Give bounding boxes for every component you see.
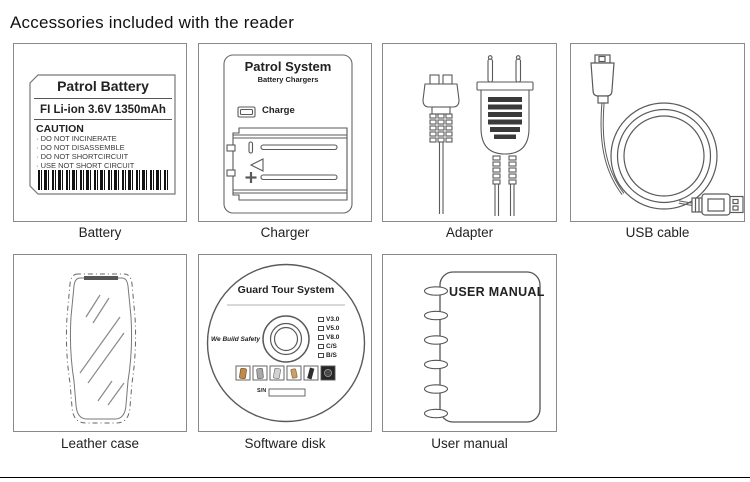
accessory-box-adapter xyxy=(382,43,557,222)
checkbox-icon xyxy=(318,344,324,350)
accessory-label-software-disk: Software disk xyxy=(244,436,326,451)
disk-version-label: V3.0 xyxy=(326,316,340,323)
battery-caution-line: · DO NOT DISASSEMBLE xyxy=(36,143,134,152)
accessory-label-charger: Charger xyxy=(260,225,310,240)
charger-title: Patrol System xyxy=(244,59,332,74)
accessory-box-usb-cable xyxy=(570,43,745,222)
manual-title: USER MANUAL xyxy=(449,285,545,299)
disk-version-label: V5.0 xyxy=(326,325,340,332)
adapter-illustration xyxy=(383,44,558,223)
battery-caution-title: CAUTION xyxy=(36,123,84,135)
software-disk-illustration xyxy=(199,255,373,433)
disk-version-label: B/S xyxy=(326,352,337,359)
disk-sn-label: S/N xyxy=(257,388,267,394)
checkbox-icon xyxy=(318,353,324,359)
accessory-box-software-disk xyxy=(198,254,372,432)
accessory-label-adapter: Adapter xyxy=(445,225,494,240)
disk-version-list xyxy=(318,315,339,360)
disk-version-row xyxy=(318,324,339,333)
disk-version-row xyxy=(318,333,339,342)
page-title: Accessories included with the reader xyxy=(10,13,295,32)
battery-caution-line: · DO NOT SHORTCIRCUIT xyxy=(36,152,134,161)
accessory-box-battery xyxy=(13,43,187,222)
disk-version-label: C/S xyxy=(326,343,337,350)
battery-caution-list xyxy=(36,134,134,170)
disk-title: Guard Tour System xyxy=(237,284,335,296)
disk-version-label: V8.0 xyxy=(326,334,340,341)
charger-subtitle: Battery Chargers xyxy=(257,75,319,84)
accessory-label-battery: Battery xyxy=(78,225,122,240)
user-manual-illustration xyxy=(383,255,558,433)
accessory-label-user-manual: User manual xyxy=(431,436,508,451)
disk-version-row xyxy=(318,342,339,351)
checkbox-icon xyxy=(318,335,324,341)
disk-version-row xyxy=(318,315,339,324)
accessory-label-leather-case: Leather case xyxy=(60,436,140,451)
checkbox-icon xyxy=(318,317,324,323)
battery-caution-line: · USE NOT SHORT CIRCUIT xyxy=(36,161,134,170)
checkbox-icon xyxy=(318,326,324,332)
accessory-box-user-manual xyxy=(382,254,557,432)
leather-case-illustration xyxy=(14,255,188,433)
disk-version-row xyxy=(318,351,339,360)
battery-plate-title: Patrol Battery xyxy=(34,78,172,99)
usb-cable-illustration xyxy=(571,44,746,223)
accessory-box-charger xyxy=(198,43,372,222)
barcode xyxy=(38,170,168,190)
accessory-box-leather-case xyxy=(13,254,187,432)
bottom-divider xyxy=(0,477,750,478)
battery-spec: FI Li-ion 3.6V 1350mAh xyxy=(34,103,172,120)
battery-caution-line: · DO NOT INCINERATE xyxy=(36,134,134,143)
disk-tagline: We Build Safety xyxy=(211,336,261,343)
accessory-label-usb-cable: USB cable xyxy=(625,225,690,240)
charger-led-label: Charge xyxy=(262,105,295,116)
